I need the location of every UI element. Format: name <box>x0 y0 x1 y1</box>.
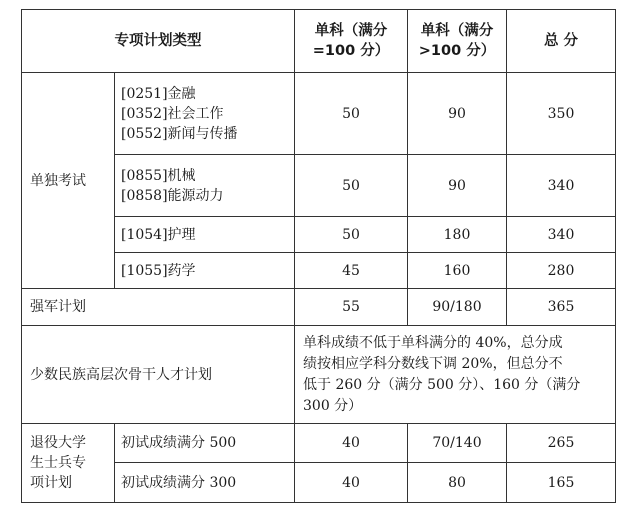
independent-exam-label: 单独考试 <box>22 73 115 289</box>
subject-cell: [1054]护理 <box>115 217 295 253</box>
score-total: 340 <box>507 217 616 253</box>
score-single-100: 55 <box>295 289 408 326</box>
score-single-100: 50 <box>295 155 408 217</box>
score-total: 280 <box>507 253 616 289</box>
condition-cell: 初试成绩满分 300 <box>115 463 295 503</box>
veterans-plan-label: 退役大学 生士兵专 项计划 <box>22 424 115 503</box>
table-row <box>22 73 616 155</box>
header-row <box>22 10 616 73</box>
subject-cell: [0251]金融 [0352]社会工作 [0552]新闻与传播 <box>115 73 295 155</box>
score-table <box>21 9 616 503</box>
score-single-gt100: 90/180 <box>408 289 507 326</box>
subject-cell: [1055]药学 <box>115 253 295 289</box>
header-single-gt100: 单科（满分 >100 分） <box>408 10 507 73</box>
score-single-gt100: 90 <box>408 73 507 155</box>
score-single-100: 50 <box>295 217 408 253</box>
score-single-gt100: 160 <box>408 253 507 289</box>
score-total: 350 <box>507 73 616 155</box>
score-single-gt100: 70/140 <box>408 424 507 463</box>
score-single-100: 45 <box>295 253 408 289</box>
score-total: 340 <box>507 155 616 217</box>
score-single-gt100: 80 <box>408 463 507 503</box>
minority-plan-note: 单科成绩不低于单科满分的 40%，总分成 绩按相应学科分数线下调 20%，但总分不 低于 260 分（满分 500 分）、160 分（满分 300 分） <box>295 326 616 424</box>
subject-cell: [0855]机械 [0858]能源动力 <box>115 155 295 217</box>
header-type: 专项计划类型 <box>22 10 295 73</box>
score-single-gt100: 90 <box>408 155 507 217</box>
condition-cell: 初试成绩满分 500 <box>115 424 295 463</box>
minority-plan-label: 少数民族高层次骨干人才计划 <box>22 326 295 424</box>
score-single-100: 40 <box>295 463 408 503</box>
table-row <box>22 289 616 326</box>
header-total: 总 分 <box>507 10 616 73</box>
table-row <box>22 326 616 424</box>
score-total: 365 <box>507 289 616 326</box>
header-single-100: 单科（满分 =100 分） <box>295 10 408 73</box>
score-total: 165 <box>507 463 616 503</box>
score-single-100: 40 <box>295 424 408 463</box>
qiangjun-plan-label: 强军计划 <box>22 289 295 326</box>
score-single-gt100: 180 <box>408 217 507 253</box>
score-single-100: 50 <box>295 73 408 155</box>
score-total: 265 <box>507 424 616 463</box>
table-row <box>22 424 616 463</box>
